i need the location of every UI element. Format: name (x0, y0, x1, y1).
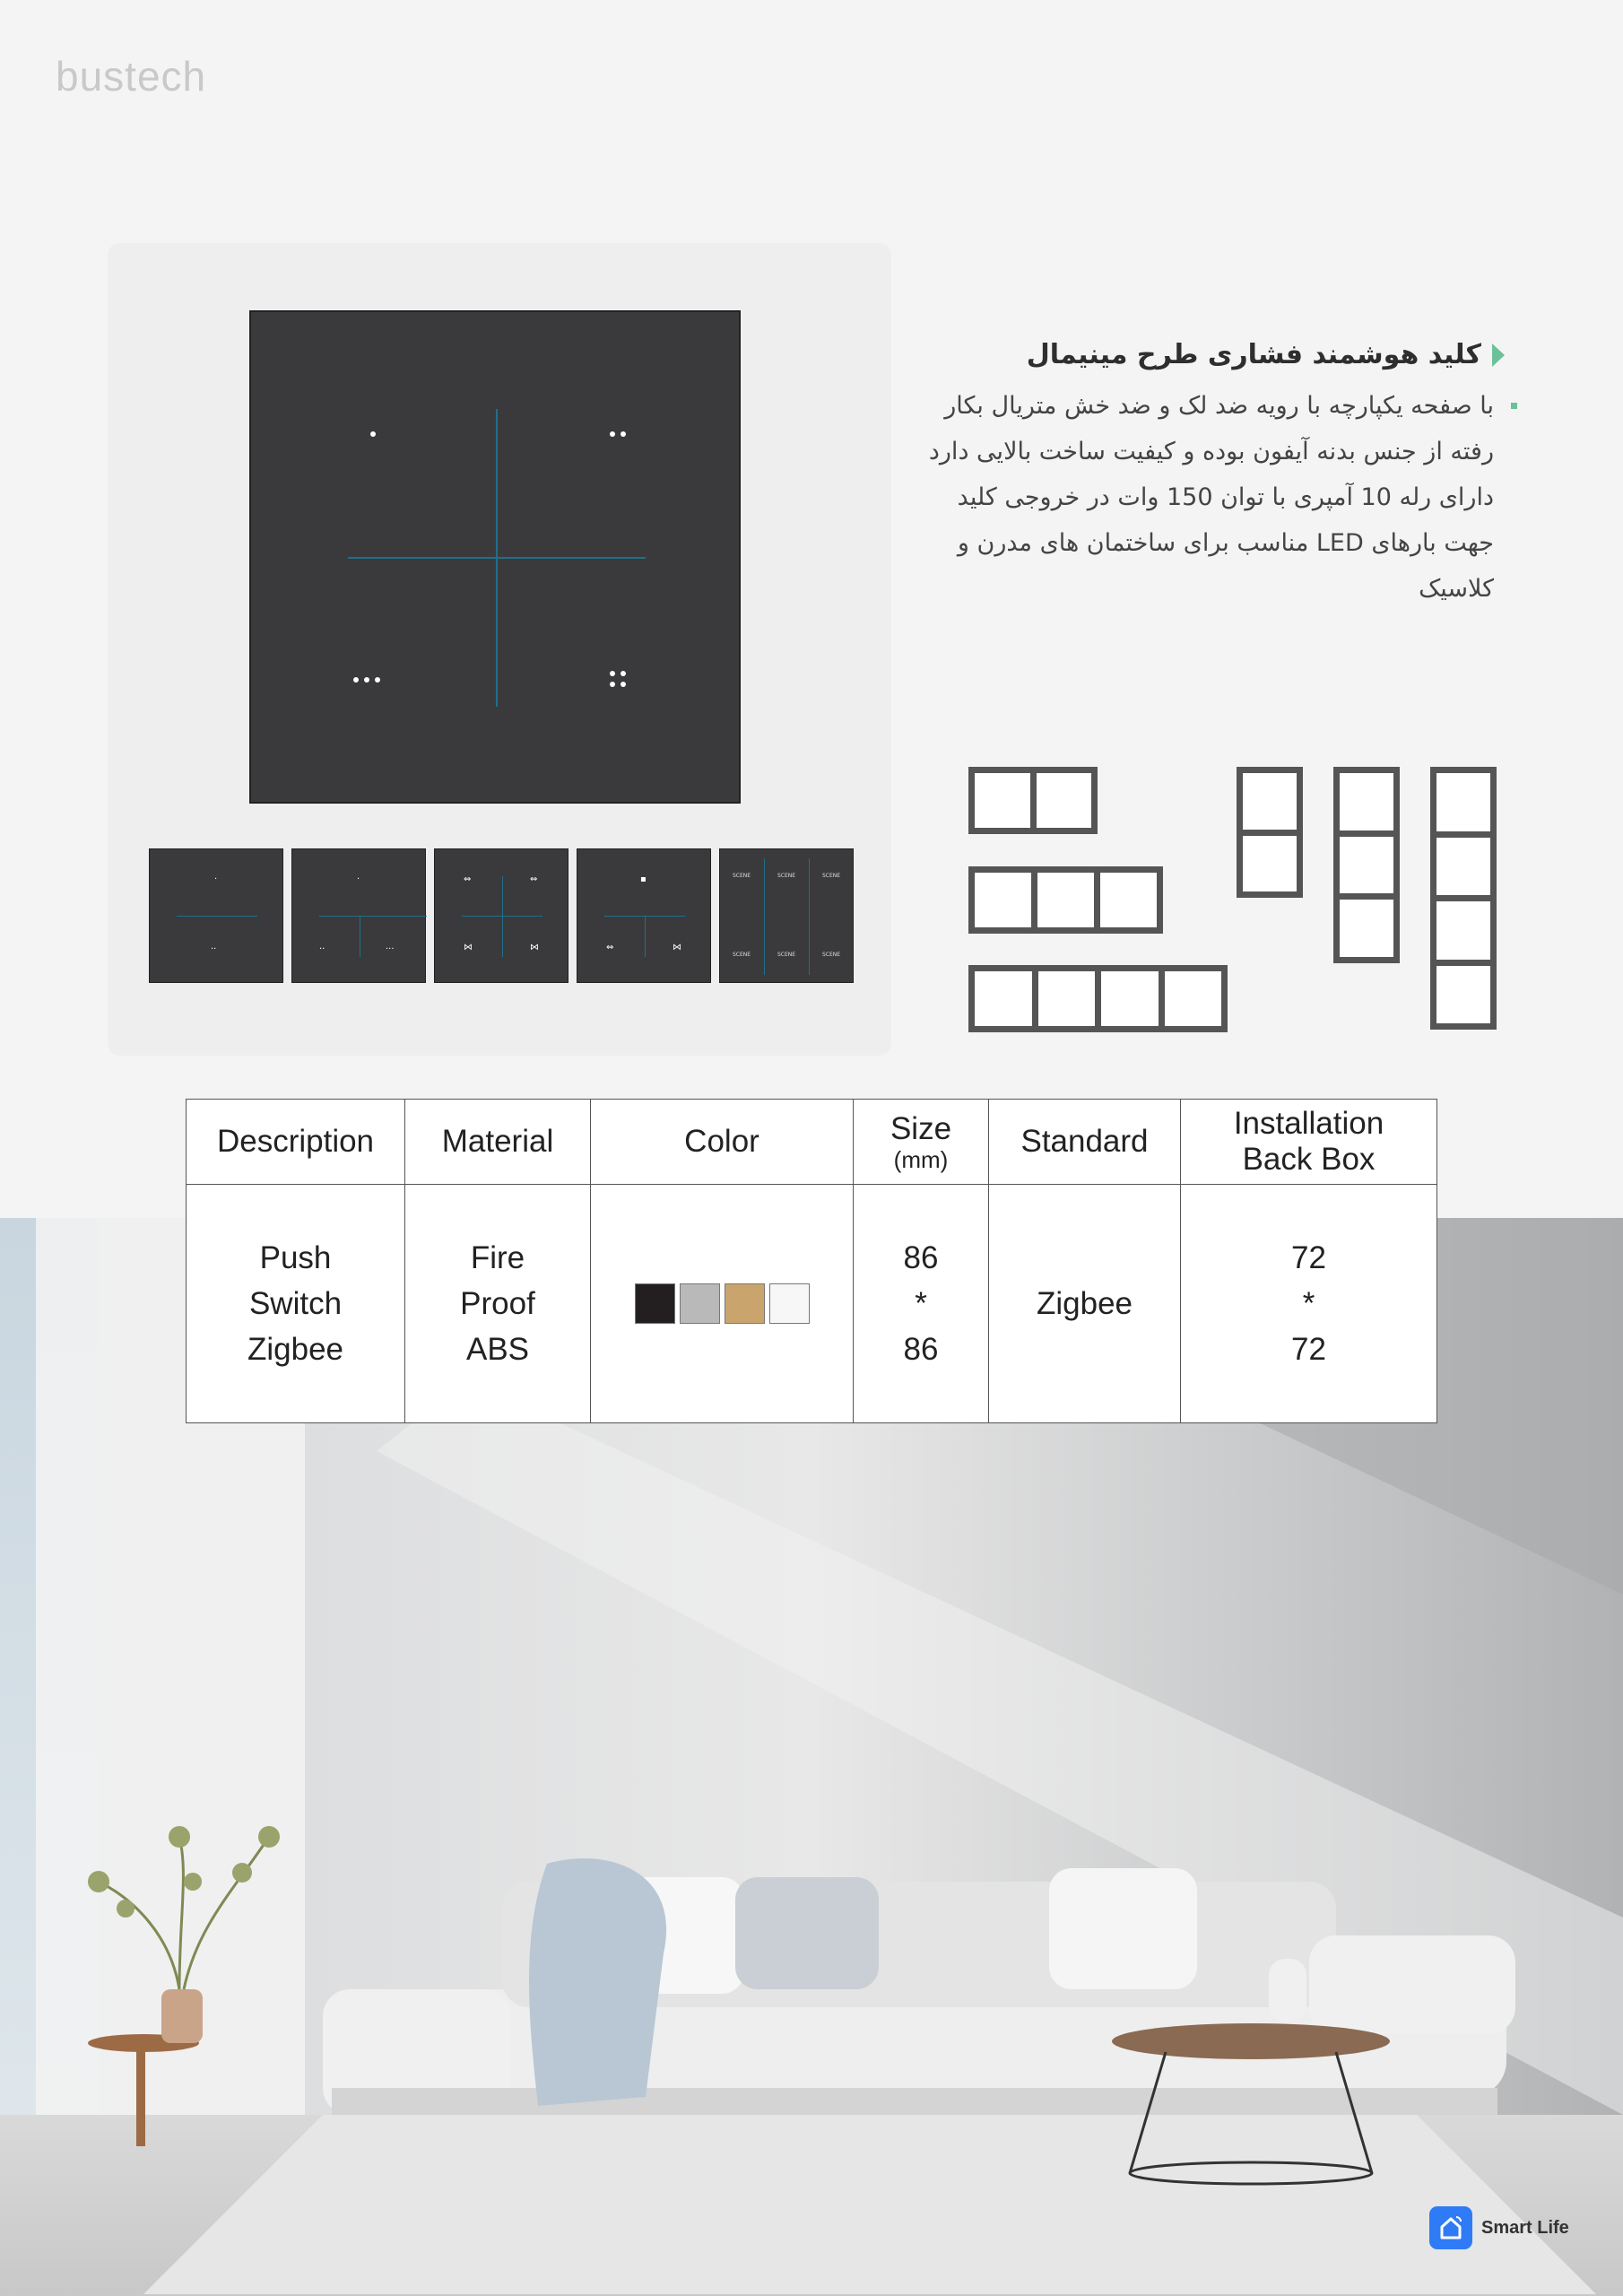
frame-3-horizontal (968, 866, 1163, 934)
specification-table (186, 1099, 1437, 1423)
table-header-row (187, 1100, 1437, 1185)
frame-4-horizontal (968, 965, 1228, 1032)
variant-thumbnails (149, 848, 854, 983)
button-1-dot-icon (370, 431, 376, 437)
product-card (108, 243, 891, 1056)
color-swatch (635, 1283, 675, 1324)
header-material: Material (405, 1100, 591, 1185)
triangle-bullet-icon (1492, 344, 1505, 367)
thumbnail-3-gang[interactable]: · ·· ··· (291, 848, 426, 983)
cell-color (591, 1185, 854, 1423)
smart-life-label: Smart Life (1481, 2217, 1569, 2238)
thumbnail-1-gang[interactable]: · ·· (149, 848, 283, 983)
thumbnail-3-gang-curtain[interactable]: ▪ ⇔ ⋈ (577, 848, 711, 983)
feature-description: با صفحه یکپارچه با رویه ضد لک و ضد خش متریال بکار رفته از جنس بدنه آیفون بوده و کیفیت ساخت بالایی دارد دارای رله 10 آمپری با توان 150 وات در خروجی کلید جهت بارهای LED مناسب برای ساختمان های مدرن و کلاسیک (922, 383, 1505, 612)
thumbnail-scene[interactable]: SCENE SCENE SCENE SCENE SCENE SCENE (719, 848, 854, 983)
button-2-dots-icon (610, 431, 626, 437)
cell-back-box: 72 * 72 (1181, 1185, 1437, 1423)
button-3-dots-icon (353, 677, 380, 683)
led-line-vertical (496, 409, 498, 707)
button-4-dots-icon (610, 671, 626, 687)
frame-2-vertical (1237, 767, 1303, 898)
thumbnail-4-gang-curtain[interactable]: ⇔ ⇔ ⋈ ⋈ (434, 848, 568, 983)
brand-logo: bustech (56, 53, 207, 100)
header-size: Size (mm) (854, 1100, 989, 1185)
header-standard: Standard (989, 1100, 1181, 1185)
cell-standard: Zigbee (989, 1185, 1181, 1423)
table-row (187, 1185, 1437, 1423)
frame-4-vertical (1430, 767, 1497, 1030)
color-swatch (725, 1283, 765, 1324)
gang-layout-diagrams (968, 767, 1506, 1036)
smart-home-icon (1429, 2206, 1472, 2249)
header-back-box: Installation Back Box (1181, 1100, 1437, 1185)
cell-description: Push Switch Zigbee (187, 1185, 405, 1423)
feature-title: کلید هوشمند فشاری طرح مینیمال (922, 339, 1505, 370)
frame-2-horizontal (968, 767, 1098, 834)
color-swatch (680, 1283, 720, 1324)
frame-3-vertical (1333, 767, 1400, 963)
color-swatches (591, 1283, 853, 1324)
color-swatch (769, 1283, 810, 1324)
main-switch-image (249, 310, 741, 804)
cell-size: 86 * 86 (854, 1185, 989, 1423)
feature-section (922, 339, 1505, 612)
cell-material: Fire Proof ABS (405, 1185, 591, 1423)
header-color: Color (591, 1100, 854, 1185)
size-unit: (mm) (893, 1146, 949, 1173)
square-bullet-icon (1511, 403, 1517, 409)
header-description: Description (187, 1100, 405, 1185)
smart-life-badge[interactable] (1429, 2206, 1569, 2249)
